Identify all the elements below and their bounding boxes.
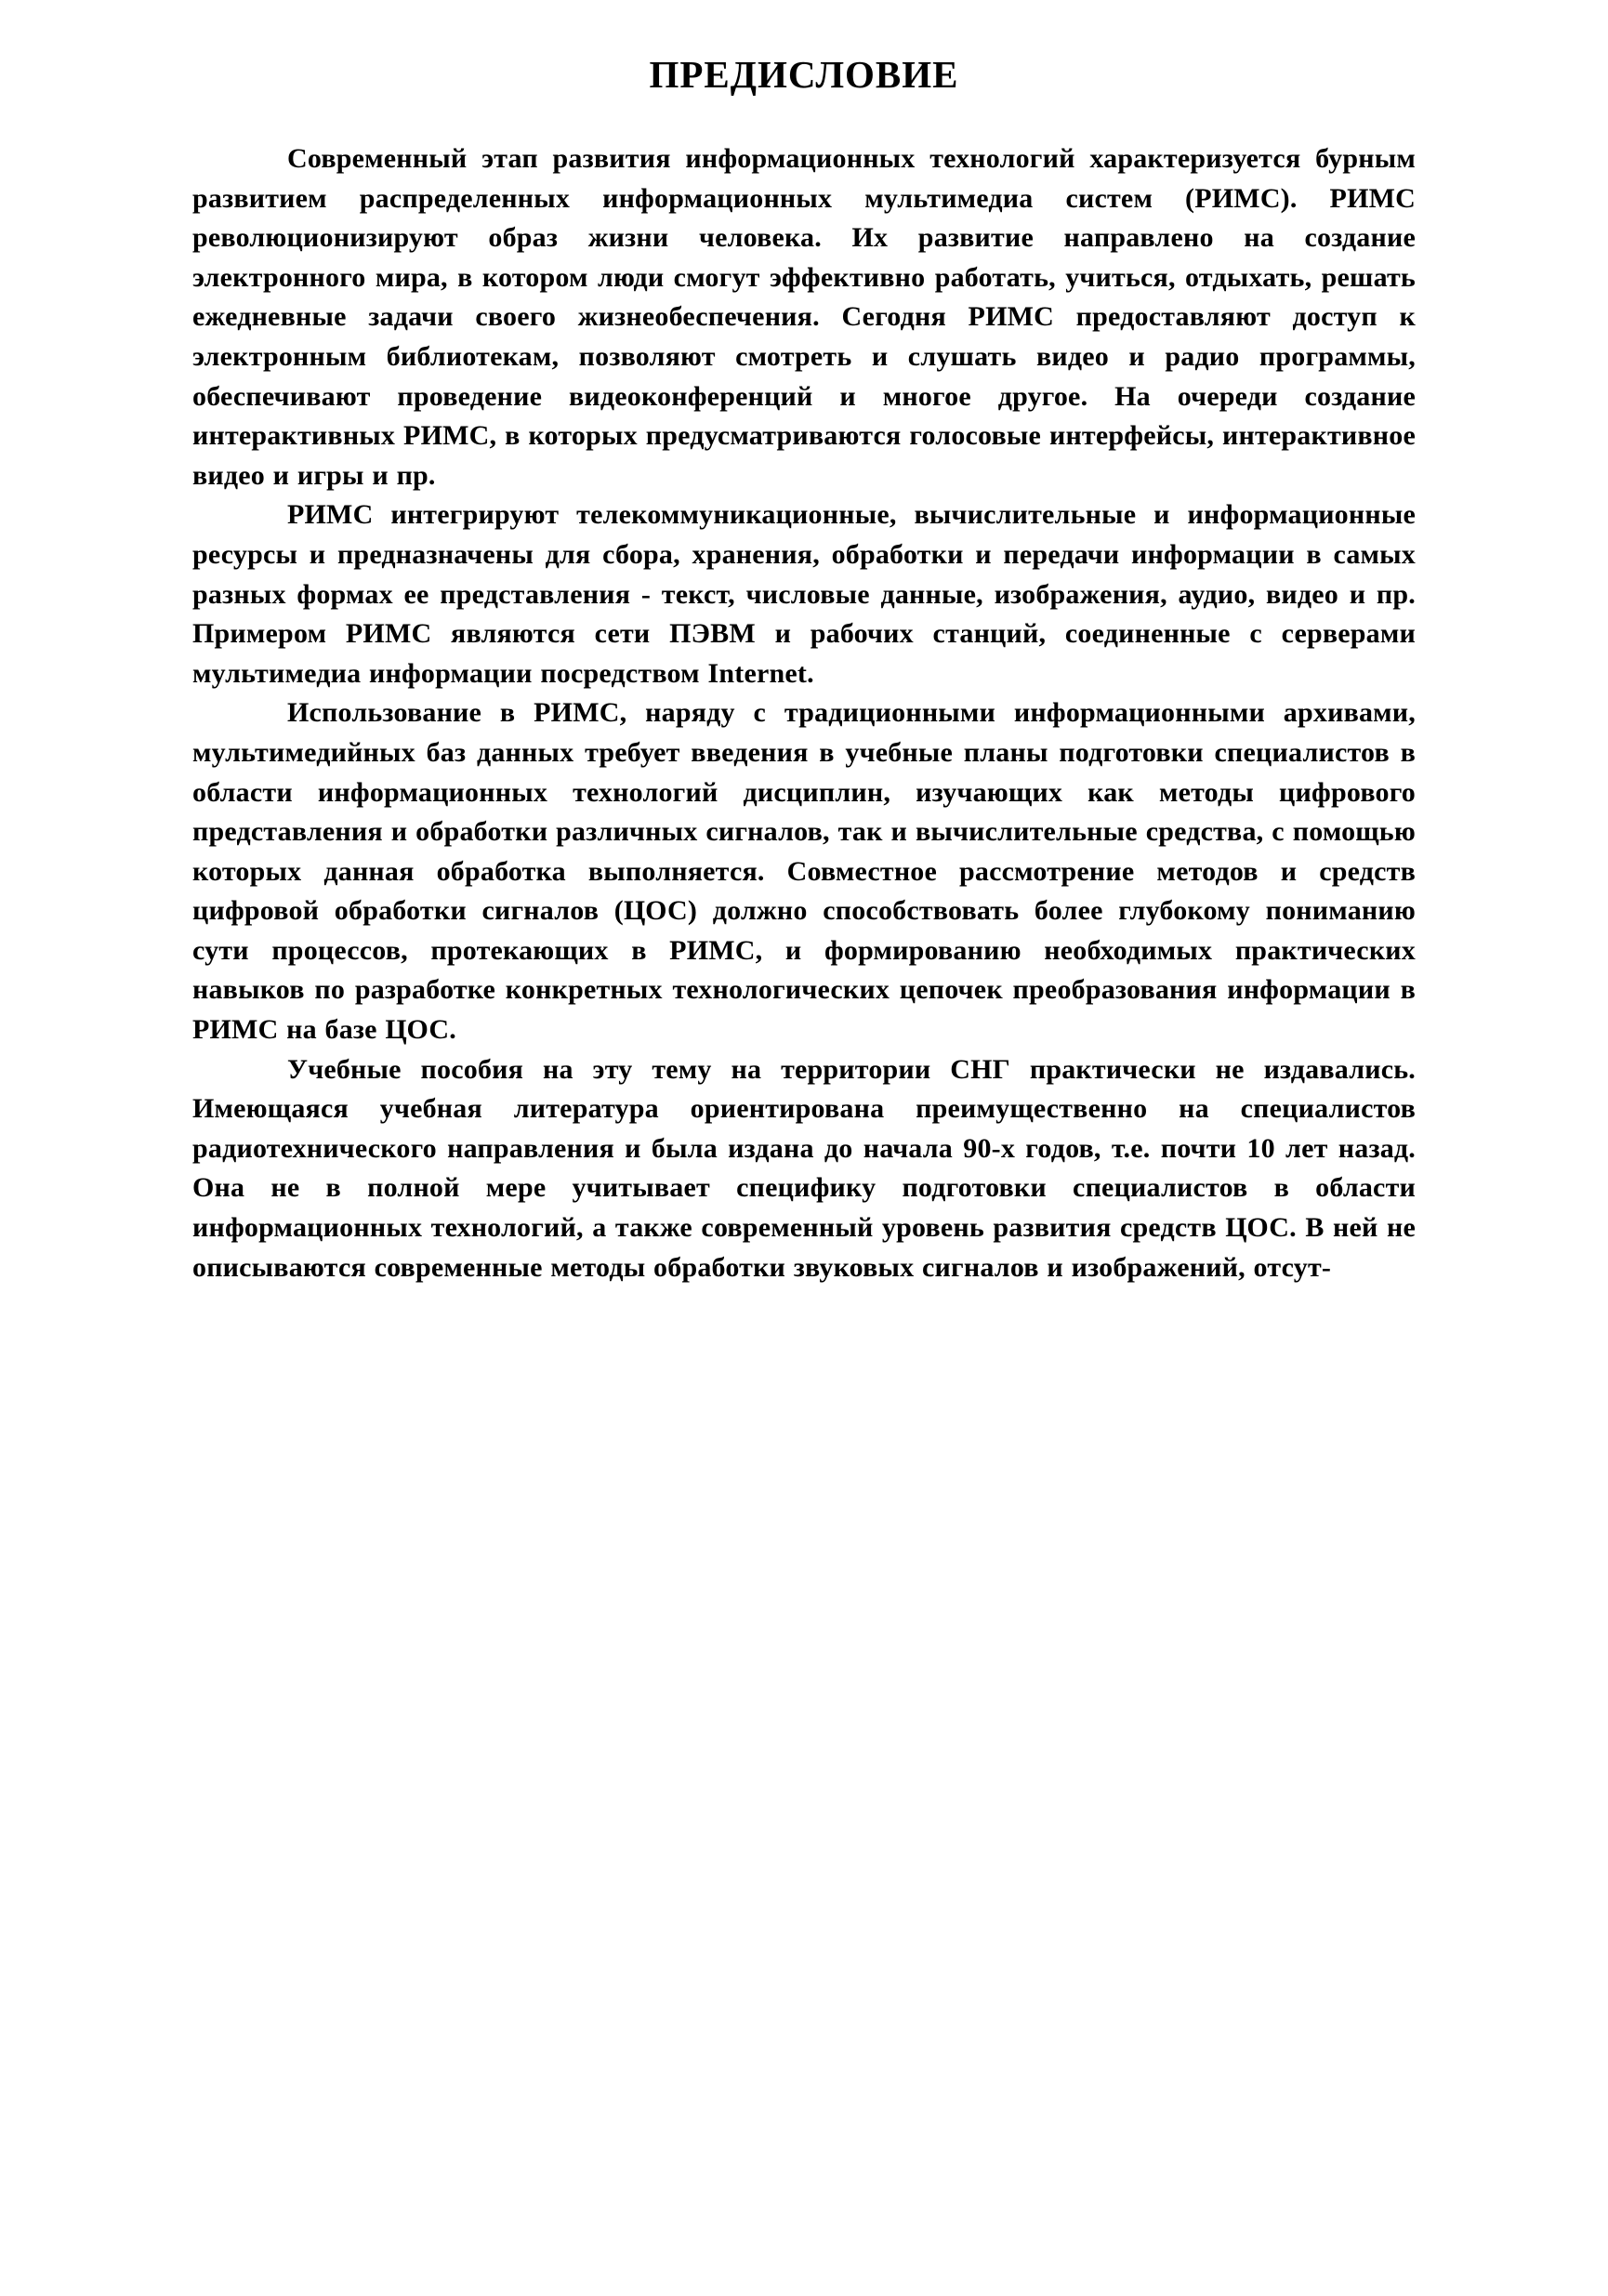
paragraph-3: Использование в РИМС, наряду с традиционными информационными архивами, мультимедийных баз данных требует введения в учебные планы подготовки специалистов в области информационных технологий дисциплин, изучающих как методы цифрового представления и обработки различных сигналов, так и вычислительные средства, с помощью которых данная обработка выполняется. Совместное рассмотрение методов и средств цифровой обработки сигналов (ЦОС) должно способствовать более глубокому пониманию сути процессов, протекающих в РИМС, и формированию необходимых практических навыков по разработке конкретных технологических цепочек преобразования информации в РИМС на базе ЦОС. <box>192 697 1416 1046</box>
paragraph-2: РИМС интегрируют телекоммуникационные, вычислительные и информационные ресурсы и предназначены для сбора, хранения, обработки и передачи информации в самых разных формах ее представления - текст, числовые данные, изображения, аудио, видео и пр. Примером РИМС являются сети ПЭВМ и рабочих станций, соединенные с серверами мультимедиа информации посредством Internet. <box>192 499 1416 689</box>
document-page <box>192 46 1416 1287</box>
paragraph-4: Учебные пособия на эту тему на территории СНГ практически не издавались. Имеющаяся учебная литература ориентирована преимущественно на специалистов радиотехнического направления и была издана до начала 90-х годов, т.е. почти 10 лет назад. Она не в полной мере учитывает специфику подготовки специалистов в области информационных технологий, а также современный уровень развития средств ЦОС. В ней не описываются современные методы обработки звуковых сигналов и изображений, отсут- <box>192 1053 1416 1283</box>
paragraph-1: Современный этап развития информационных технологий характеризуется бурным развитием распределенных информационных мультимедиа систем (РИМС). РИМС революционизируют образ жизни человека. Их развитие направлено на создание электронного мира, в котором люди смогут эффективно работать, учиться, отдыхать, решать ежедневные задачи своего жизнеобеспечения. Сегодня РИМС предоставляют доступ к электронным библиотекам, позволяют смотреть и слушать видео и радио программы, обеспечивают проведение видеоконференций и многое другое. На очереди создание интерактивных РИМС, в которых предусматриваются голосовые интерфейсы, интерактивное видео и игры и пр. <box>192 143 1416 491</box>
page-title: ПРЕДИСЛОВИЕ <box>649 53 959 96</box>
